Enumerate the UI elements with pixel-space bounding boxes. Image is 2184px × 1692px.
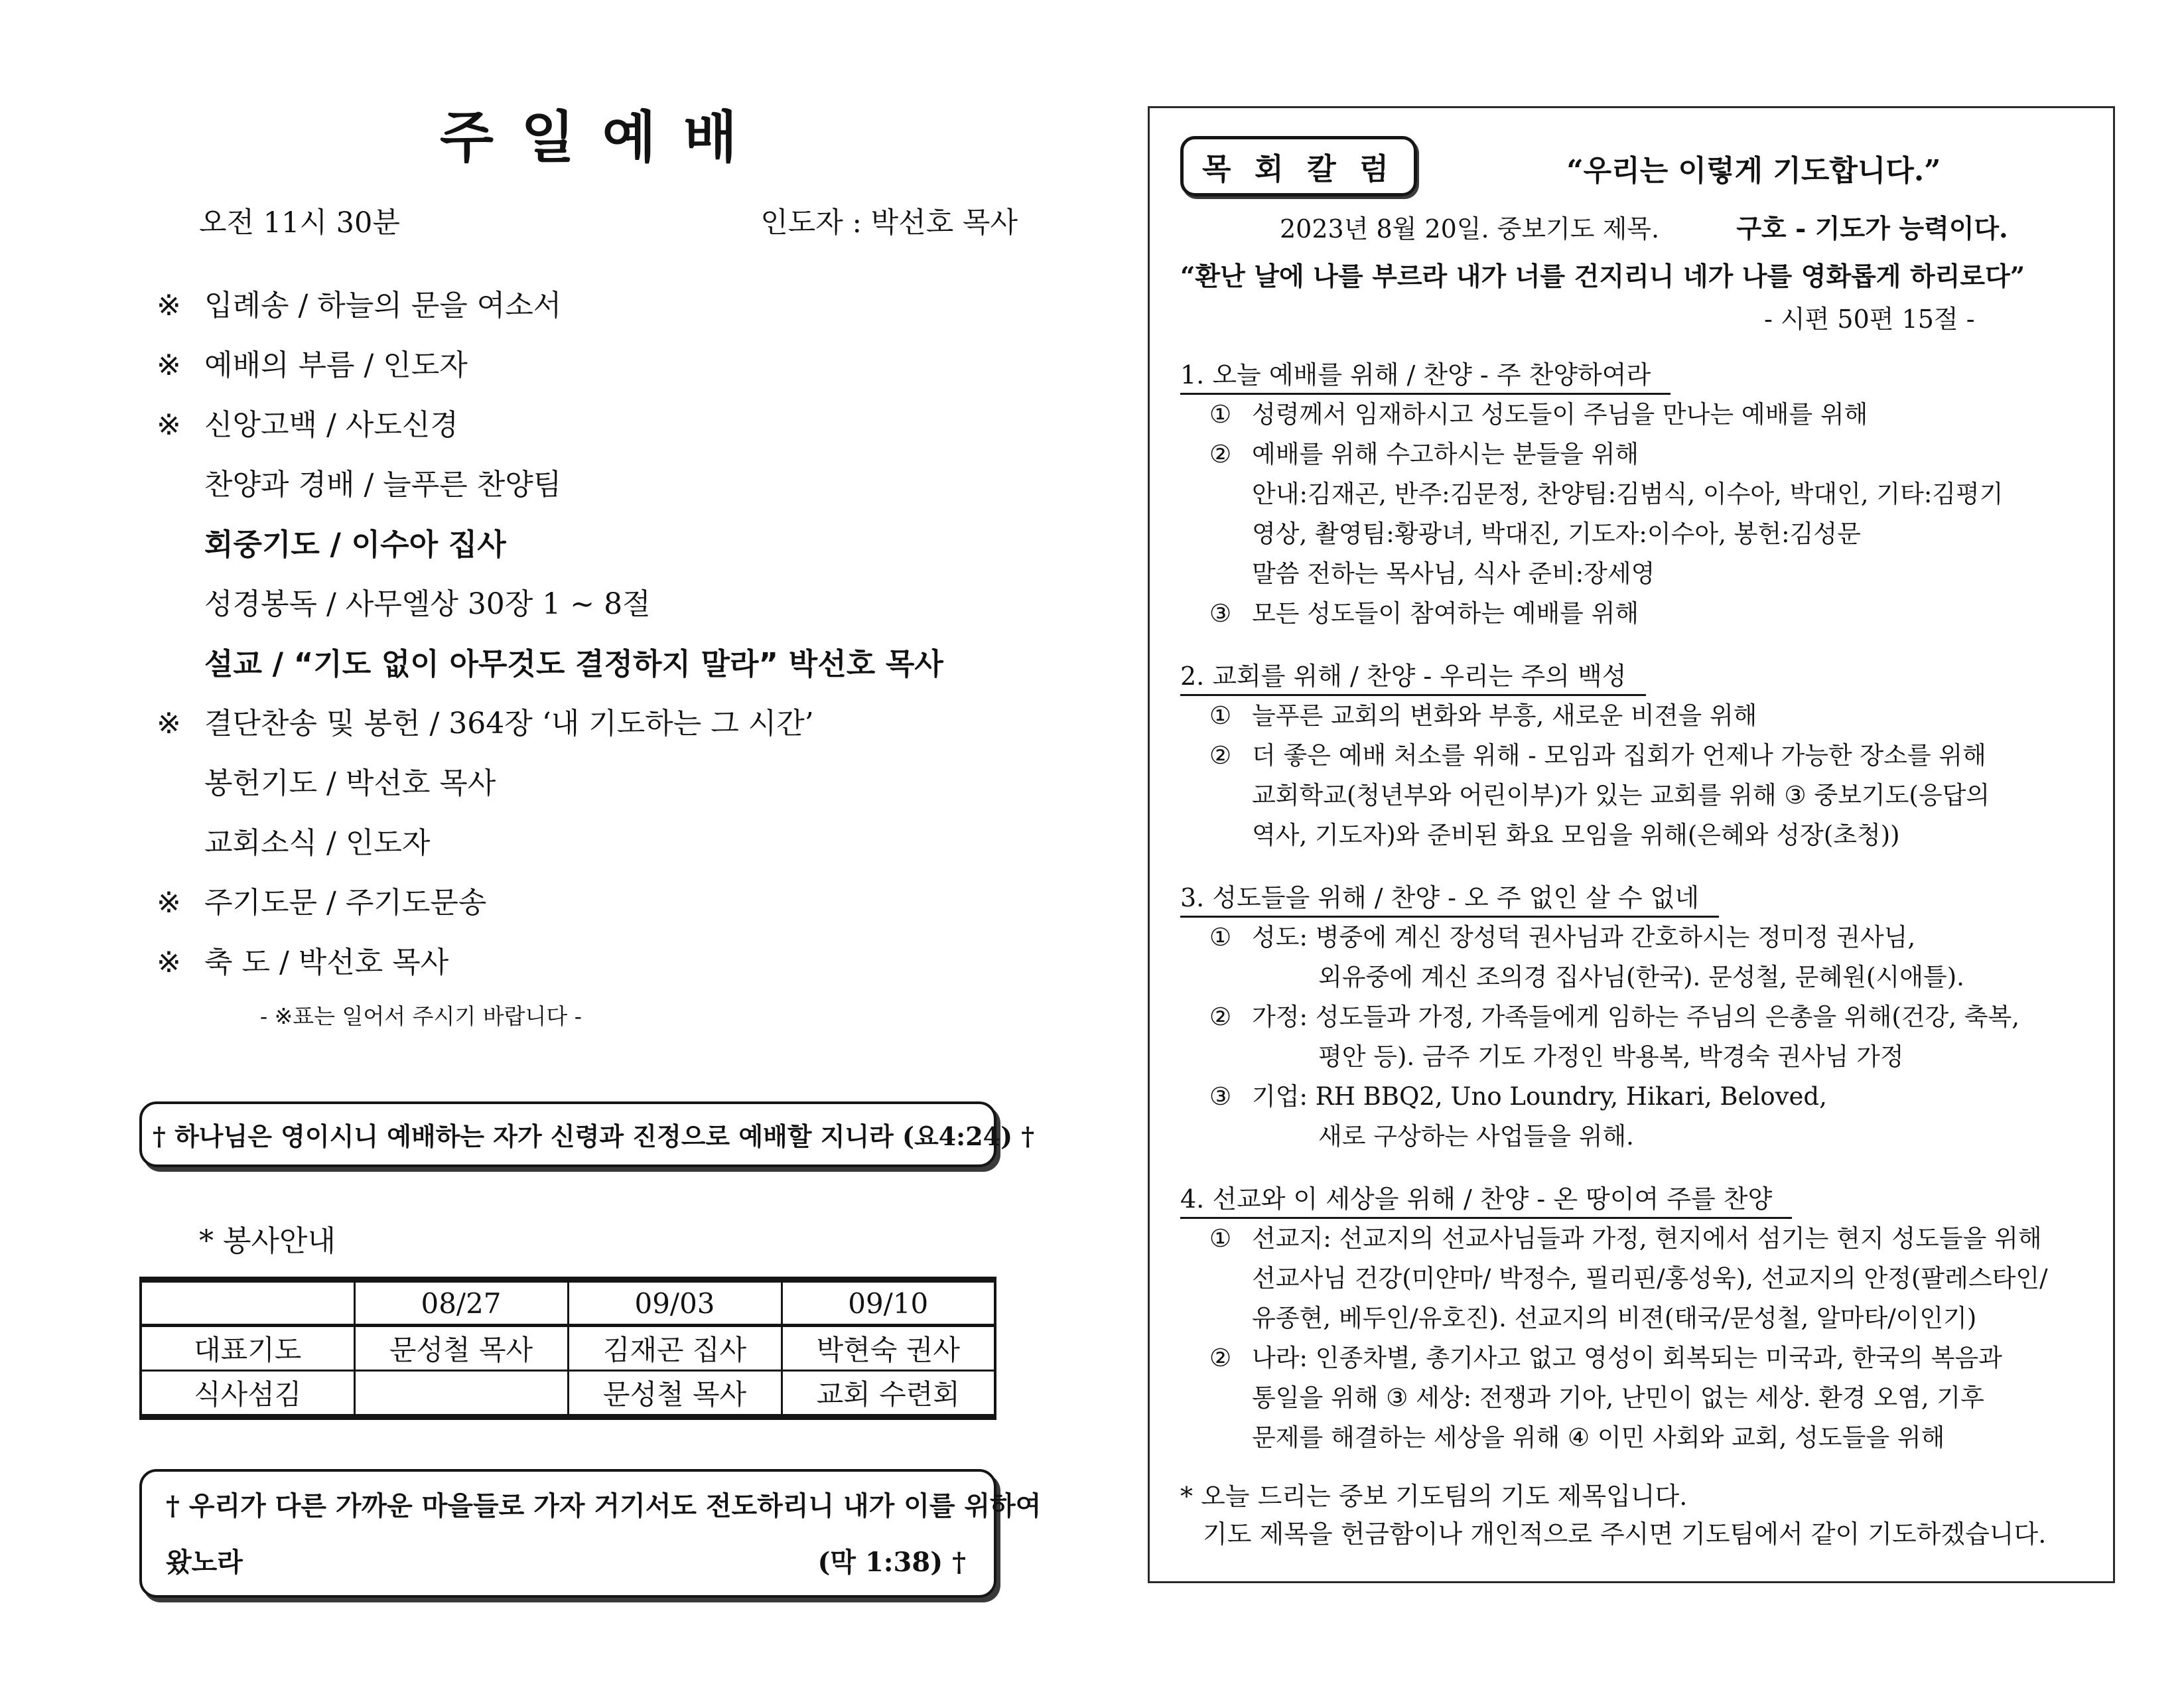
table-cell: 김재곤 집사 [568,1326,782,1371]
order-item [157,879,1061,938]
standing-instruction-note: - ※표는 일어서 주시기 바랍니다 - [260,1003,582,1029]
section-heading [1180,355,2090,395]
worship-order-list [157,281,1061,998]
column-label-box: 목 회 칼 럼 [1180,136,1417,196]
prayer-item-text: 늘푸른 교회의 변화와 부흥, 새로운 비젼을 위해 [1252,701,1757,730]
section-heading-text: 2. 교회를 위해 / 찬양 - 우리는 주의 백성 [1180,662,1646,696]
service-time: 오전 11시 30분 [199,206,400,240]
service-roster-heading: * 봉사안내 [199,1224,336,1258]
column-headline: “우리는 이렇게 기도합니다.” [1566,154,1941,188]
table-header-cell: 09/10 [782,1280,995,1326]
order-item [157,520,1061,580]
prayer-item [1180,918,2090,957]
prayer-item [1180,594,2090,634]
section-heading-text: 4. 선교와 이 세상을 위해 / 찬양 - 온 땅이여 주를 찬양 [1180,1184,1792,1219]
standing-mark: ※ [157,289,181,322]
table-cell: 박현숙 권사 [782,1326,995,1371]
prayer-item-continued: 유종현, 베두인/유호진). 선교지의 비젼(태국/문성철, 알마타/이인기) [1252,1304,1977,1332]
order-item [157,699,1061,759]
verse-text: † 하나님은 영이시니 예배하는 자가 신령과 진정으로 예배할 지니라 (요4:24) † [153,1121,1035,1151]
prayer-item-text: 선교지: 선교지의 선교사님들과 가정, 현지에서 섬기는 현지 성도들을 위해 [1252,1224,2042,1253]
section-heading [1180,656,2090,696]
table-cell: 교회 수련회 [782,1371,995,1417]
order-item-text: 회중기도 / 이수아 집사 [204,527,506,562]
circled-number-icon: ① [1209,701,1232,730]
prayer-item-text: 모든 성도들이 참여하는 예배를 위해 [1252,599,1639,628]
order-item-text: 주기도문 / 주기도문송 [204,886,487,920]
circled-number-icon: ③ [1209,1082,1232,1111]
circled-number-icon: ① [1209,1224,1232,1253]
verse-text-line1: † 우리가 다른 가까운 마을들로 가자 거기서도 전도하리니 내가 이를 위하여 [166,1490,1042,1521]
prayer-slogan: 구호 - 기도가 능력이다. [1736,214,2008,244]
circled-number-icon: ① [1209,400,1232,429]
worship-order-page [119,0,1061,1692]
prayer-item-text: 더 좋은 예배 처소를 위해 - 모임과 집회가 언제나 가능한 장소를 위해 [1252,741,1986,770]
prayer-item [1180,736,2090,776]
theme-verse: “환난 날에 나를 부르라 내가 너를 건지리니 네가 나를 영화롭게 하리로다” [1180,261,2025,292]
prayer-item-continued: 문제를 해결하는 세상을 위해 ④ 이민 사회와 교회, 성도들을 위해 [1252,1423,1945,1452]
prayer-item-continued: 교회학교(청년부와 어린이부)가 있는 교회를 위해 ③ 중보기도(응답의 [1252,781,1990,810]
section-heading [1180,1179,2090,1219]
prayer-item-text: 나라: 인종차별, 총기사고 없고 영성이 회복되는 미국과, 한국의 복음과 [1252,1344,2002,1372]
service-meta [199,200,1018,241]
standing-mark: ※ [157,348,181,382]
standing-mark: ※ [157,886,181,920]
footer-note: 기도 제목을 헌금함이나 개인적으로 주시면 기도팀에서 같이 기도하겠습니다. [1203,1519,2047,1549]
table-row [141,1371,995,1417]
prayer-section-3 [1180,878,2090,1157]
column-header [1180,136,2090,196]
standing-mark: ※ [157,946,181,979]
footer-note: * 오늘 드리는 중보 기도팀의 기도 제목입니다. [1180,1482,1688,1511]
prayer-item [1180,997,2090,1037]
prayer-section-2 [1180,656,2090,855]
standing-mark: ※ [157,408,181,442]
prayer-section-1 [1180,355,2090,634]
order-item [157,938,1061,998]
prayer-item-continued: 역사, 기도자)와 준비된 화요 모임을 위해(은혜와 성장(초청)) [1252,821,1900,849]
prayer-date: 2023년 8월 20일. 중보기도 제목. [1280,214,1660,244]
table-row [141,1326,995,1371]
prayer-item-continued: 안내:김재곤, 반주:김문정, 찬양팀:김범식, 이수아, 박대인, 기타:김평기 [1252,480,2004,508]
prayer-item [1180,395,2090,435]
order-item [157,281,1061,341]
table-header-cell: 08/27 [354,1280,568,1326]
pastoral-column-page [1148,106,2115,1583]
circled-number-icon: ② [1209,1003,1232,1031]
prayer-item-continued: 선교사님 건강(미얀마/ 박정수, 필리핀/홍성욱), 선교지의 안정(팔레스타인/ [1252,1264,2048,1293]
verse-reference: (막 1:38) † [817,1547,966,1578]
table-header-row [141,1280,995,1326]
table-cell: 문성철 목사 [568,1371,782,1417]
service-roster-table [139,1277,996,1420]
table-cell: 대표기도 [141,1326,354,1371]
circled-number-icon: ② [1209,1344,1232,1372]
order-item [157,640,1061,699]
prayer-item-text: 성도: 병중에 계신 장성덕 권사님과 간호하시는 정미정 권사님, [1252,923,1916,952]
prayer-item-continued: 외유중에 계신 조의경 집사님(한국). 문성철, 문혜원(시애틀). [1318,963,1964,991]
order-item [157,759,1061,819]
verse-box-mark [139,1469,1042,1598]
prayer-item-continued: 통일을 위해 ③ 세상: 전쟁과 기아, 난민이 없는 세상. 환경 오염, 기후 [1252,1383,1984,1412]
prayer-item [1180,435,2090,474]
standing-mark: ※ [157,707,181,740]
order-item [157,341,1061,401]
order-item-text: 축 도 / 박선호 목사 [204,946,449,979]
section-heading-text: 3. 성도들을 위해 / 찬양 - 오 주 없인 살 수 없네 [1180,883,1719,918]
prayer-item-continued: 말씀 전하는 목사님, 식사 준비:장세영 [1252,559,1655,588]
prayer-item [1180,1219,2090,1259]
prayer-item [1180,1338,2090,1378]
order-item-text: 성경봉독 / 사무엘상 30장 1 ~ 8절 [204,587,651,621]
prayer-item-continued: 영상, 촬영팀:황광녀, 박대진, 기도자:이수아, 봉헌:김성문 [1252,520,1861,548]
order-item-text: 입례송 / 하늘의 문을 여소서 [204,289,562,322]
service-leader: 인도자 : 박선호 목사 [760,206,1018,240]
prayer-item-text: 기업: RH BBQ2, Uno Loundry, Hikari, Beloved, [1252,1082,1827,1111]
section-heading [1180,878,2090,918]
order-item-text: 신앙고백 / 사도신경 [204,408,458,442]
verse-text-continued: 왔노라 [166,1547,243,1578]
circled-number-icon: ② [1209,440,1232,468]
table-header-cell: 09/03 [568,1280,782,1326]
date-line [1180,208,2090,246]
theme-verse-reference: - 시편 50편 15절 - [1764,305,1975,334]
table-cell [354,1371,568,1417]
circled-number-icon: ③ [1209,599,1232,628]
order-item-text: 찬양과 경배 / 늘푸른 찬양팀 [204,468,562,502]
order-item-text: 결단찬송 및 봉헌 / 364장 ‘내 기도하는 그 시간’ [204,707,814,740]
order-item-text: 예배의 부름 / 인도자 [204,348,468,382]
order-item [157,460,1061,520]
prayer-item-continued: 새로 구상하는 사업들을 위해. [1318,1122,1634,1151]
order-item-text: 교회소식 / 인도자 [204,826,431,860]
order-item-text: 설교 / “기도 없이 아무것도 결정하지 말라” 박선호 목사 [204,646,943,681]
prayer-section-4 [1180,1179,2090,1458]
circled-number-icon: ① [1209,923,1232,952]
prayer-item-text: 예배를 위해 수고하시는 분들을 위해 [1252,440,1639,468]
page-title: 주 일 예 배 [439,104,742,170]
column-footer [1180,1478,2090,1553]
prayer-item-continued: 평안 등). 금주 기도 가정인 박용복, 박경숙 권사님 가정 [1318,1042,1904,1071]
order-item [157,819,1061,879]
circled-number-icon: ② [1209,741,1232,770]
section-heading-text: 1. 오늘 예배를 위해 / 찬양 - 주 찬양하여라 [1180,360,1671,395]
order-item [157,580,1061,640]
table-cell: 식사섬김 [141,1371,354,1417]
verse-box-john [139,1101,1035,1167]
table-cell: 문성철 목사 [354,1326,568,1371]
table-header-cell [141,1280,354,1326]
prayer-item [1180,696,2090,736]
prayer-item [1180,1077,2090,1117]
prayer-item-text: 성령께서 임재하시고 성도들이 주님을 만나는 예배를 위해 [1252,400,1868,429]
prayer-item-text: 가정: 성도들과 가정, 가족들에게 임하는 주님의 은총을 위해(건강, 축복, [1252,1003,2020,1031]
order-item-text: 봉헌기도 / 박선호 목사 [204,766,496,800]
order-item [157,401,1061,460]
verse-text-line2 [166,1541,966,1579]
